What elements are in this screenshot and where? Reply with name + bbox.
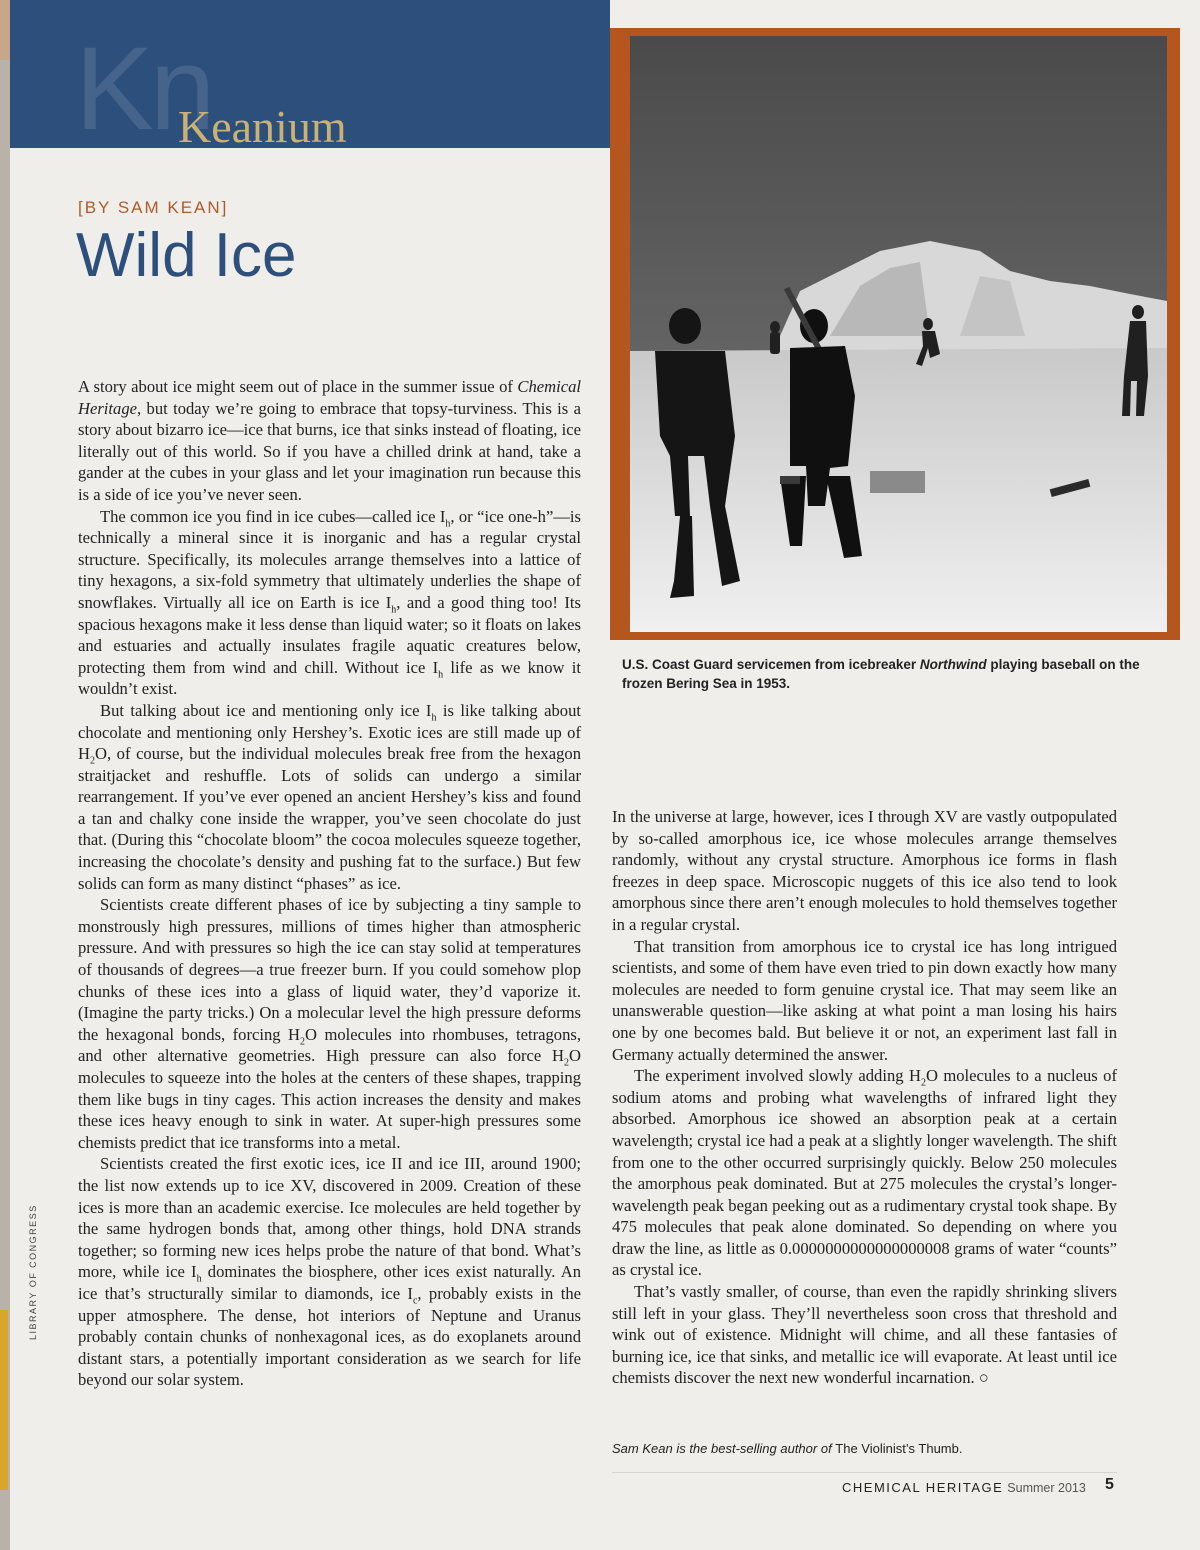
photo-coast-guard-baseball — [630, 36, 1167, 632]
article-paragraph: In the universe at large, however, ices I through XV are vastly outpopulated by so-called amorphous ice, ice whose molecules arrange themselves randomly, without any crystal structure. Amorphous ice forms in flash freezes in deep space. Microscopic nuggets of this ice also tend to look amorphous since there aren’t enough molecules to hold themselves together in a regular crystal. — [612, 807, 1117, 934]
page-number: 5 — [1105, 1476, 1114, 1493]
article-paragraph: The experiment involved slowly adding $H_2O$ molecules to a nucleus of sodium atoms and probing what wavelengths of infrared light they absorbed. Amorphous ice showed an absorption peak at a certain wavelength; crystal ice had a peak at a slightly longer wavelength. The shift from one to the other occurred surprisingly quickly. Below 250 molecules the amorphous peak dominated. But at 275 molecules the crystal’s longer-wavelength peak began peeking out as a rudimentary crystal took shape. By 475 molecules that peak alone dominated. So depending on where you draw the line, as little as 0.0000000000000000008 grams of water “counts” as crystal ice. — [612, 1066, 1117, 1280]
caption-text-start: U.S. Coast Guard servicemen from icebreaker — [622, 657, 920, 672]
article-paragraph: A story about ice might seem out of place in the summer issue of Chemical Heritage, but today we’re going to embrace that topsy-turviness. This is a story about bizarro ice—ice that burns, ice that sinks instead of floating, ice literally out of this world. So if you have a chilled drink at hand, take a gander at the cubes in your glass and let your imagination run because this is a side of ice you’ve never seen. — [78, 377, 581, 504]
article-paragraph: That’s vastly smaller, of course, than even the rapidly shrinking slivers still left in your glass. They’ll nevertheless soon cross that threshold and wink out of existence. Midnight will chime, and all these fantasies of burning ice, ice that sinks, and metallic ice will evaporate. At least until ice chemists discover the next new wonderful incarnation. ○ — [612, 1282, 1117, 1388]
byline: [BY SAM KEAN] — [78, 198, 229, 217]
footer-magazine-name: CHEMICAL HERITAGE — [842, 1480, 1004, 1495]
article-column-left — [78, 376, 581, 1391]
column-title: Keanium — [178, 101, 347, 152]
article-column-right — [612, 806, 1117, 1389]
photo-illustration — [630, 36, 1167, 632]
author-note — [612, 1441, 1117, 1456]
caption-ship-name: Northwind — [919, 657, 987, 672]
footer-rule — [612, 1472, 1117, 1473]
article-paragraph: But talking about ice and mentioning only ice $I_h$ is like talking about chocolate and mentioning only Hershey’s. Exotic ices are still made up of $H_2O$, of course, but the individual molecules break free from the hexagon straitjacket and reshuffle. Lots of solids can undergo a similar rearrangement. If you’ve ever opened an ancient Hershey’s kiss and found a tan and chalky cone inside the wrapper, you’ve seen chocolate do just that. (During this “chocolate bloom” the cocoa molecules squeeze together, increasing the chocolate’s density and pushing fat to the surface.) But few solids can form as many distinct “phases” as ice. — [78, 700, 581, 893]
page-binding-edge-top — [0, 0, 10, 60]
footer-magazine — [842, 1480, 1086, 1495]
article-headline: Wild Ice — [76, 221, 297, 290]
article-paragraph: The common ice you find in ice cubes—called ice $I_h$, or “ice one-h”—is technically a mineral since it is inorganic and has a regular crystal structure. Specifically, its molecules arrange themselves into a lattice of tiny hexagons, a six-fold symmetry that ultimately underlies the shape of snowflakes. Virtually all ice on Earth is ice $I_h$, and a good thing too! Its spacious hexagons make it less dense than liquid water; so it floats on lakes and estuaries and actually insulates fragile aquatic creatures below, protecting them from wind and chill. Without ice $I_h$ life as we know it wouldn’t exist. — [78, 506, 581, 699]
article-paragraph: Scientists created the first exotic ices, ice II and ice III, around 1900; the list now extends up to ice XV, discovered in 2009. Creation of these ices is more than an academic exercise. Ice molecules are held together by the same hydrogen bonds that, among other things, hold DNA strands together; so forming new ices helps probe the nature of that bond. What’s more, while ice $I_h$ dominates the biosphere, other ices exist naturally. An ice that’s structurally similar to diamonds, ice $I_c$, probably exists in the upper atmosphere. The dense, hot interiors of Neptune and Uranus probably contain chunks of nonhexagonal ices, as do exoplanets around distant stars, a potentially important consideration as we search for life beyond our solar system. — [78, 1154, 581, 1390]
element-symbol: Kn — [75, 23, 212, 155]
photo-frame — [610, 28, 1180, 640]
margin-color-tab — [0, 1310, 8, 1490]
photo-caption — [622, 656, 1162, 694]
author-book-title: The Violinist’s Thumb. — [835, 1441, 963, 1456]
library-of-congress-label: LIBRARY OF CONGRESS — [28, 1204, 38, 1340]
article-paragraph: Scientists create different phases of ice by subjecting a tiny sample to monstrously high pressures, millions of times higher than atmospheric pressure. And with pressures so high the ice can stay solid at temperatures of thousands of degrees—a true freezer burn. If you could somehow plop chunks of these ices into a glass of liquid water, they’d vaporize it. (Imagine the party tricks.) On a molecular level the high pressure deforms the hexagonal bonds, forcing $H_2O$ molecules into rhombuses, tetragons, and other alternative geometries. High pressure can also force $H_2O$ molecules to squeeze into the holes at the centers of these shapes, trapping them like bugs in tiny cages. This action increases the density and makes these ices heavy enough to sink in water. At super-high pressures some chemists predict that ice transforms into a metal. — [78, 895, 581, 1152]
footer-issue: Summer 2013 — [1007, 1481, 1086, 1495]
caption-text-end: playing baseball on the frozen Bering Sea in 1953. — [622, 657, 1140, 691]
author-note-text: Sam Kean is the best-selling author of — [612, 1441, 836, 1456]
article-paragraph: That transition from amorphous ice to crystal ice has long intrigued scientists, and some of them have even tried to pin down exactly how many molecules are needed to form genuine crystal ice. That may seem like an unanswerable question—like asking at what point a man losing his hairs one by one becomes bald. But believe it or not, an experiment last fall in Germany actually determined the answer. — [612, 936, 1117, 1064]
